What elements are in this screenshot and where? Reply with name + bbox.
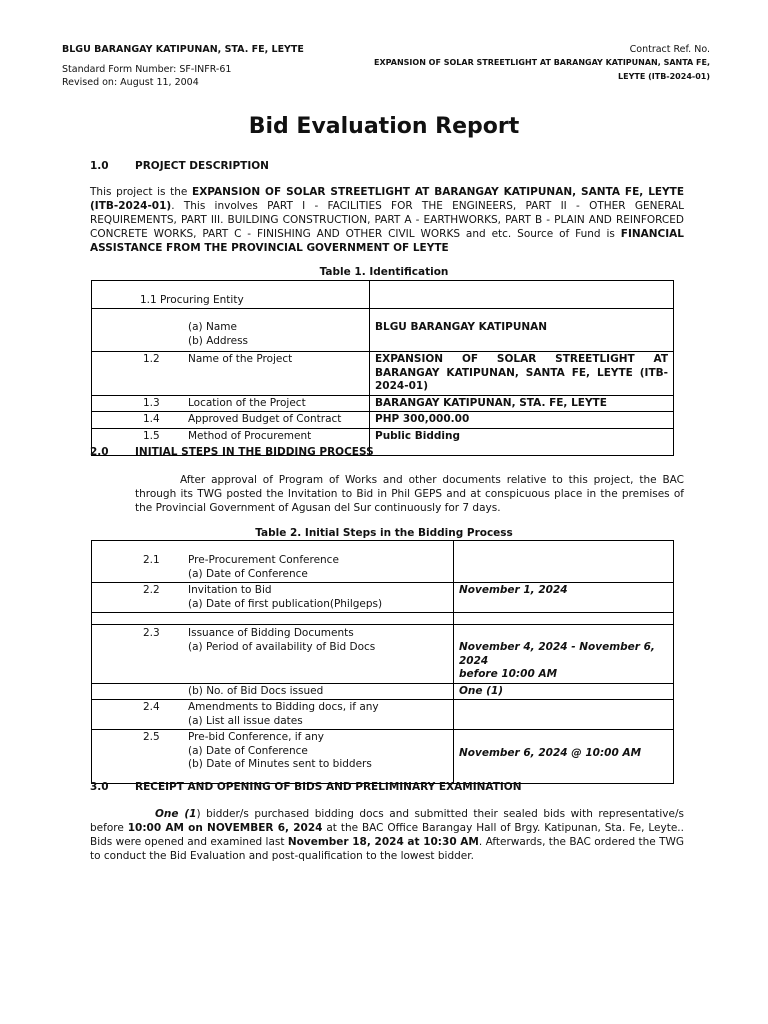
bid-docs-issued-value: One (1) [454,683,674,700]
section3-bold-a: 10:00 AM on NOVEMBER 6, 2024 [127,822,323,834]
publication-date-value: November 1, 2024 [454,583,674,613]
row-number: 1.3 [143,396,160,409]
invitation-label: Invitation to Bid [188,584,272,596]
table-row [92,395,674,412]
conference-date-label: (a) Date of Conference [188,567,308,580]
section1-title: PROJECT DESCRIPTION [135,160,269,172]
page-title: Bid Evaluation Report [248,114,520,139]
row-number: 1.4 [143,413,160,425]
pre-bid-label: Pre-bid Conference, if any [188,731,324,743]
table-row [92,683,674,700]
section3-bold-b: November 18, 2024 at 10:30 AM [287,836,479,848]
row-number: 1.5 [143,429,160,442]
section3-text-a: ) bidder/s purchased bidding docs and submitted their sealed bids with representative/s before [90,808,684,834]
pre-bid-date-label: (a) Date of Conference [188,744,308,757]
section1-text-b: . This involves PART I - FACILITIES FOR THE ENGINEERS, PART II - OTHER GENERAL REQUIREMENTS, PART III. BUILDING CONSTRUCTION, PART A - EARTHWORKS, PART B - PLAIN AND REINFORCED CONCRETE WORKS, PART C - FINISHING AND OTHER CIVIL WORKS and etc. Source of Fund is [90,200,684,240]
name-label: (a) Name [188,321,237,333]
table2-caption: Table 2. Initial Steps in the Bidding Process [255,527,513,539]
procuring-entity-label: 1.1 Procuring Entity [92,281,370,309]
procurement-method-label: Method of Procurement [188,429,312,442]
issue-dates-label: (a) List all issue dates [188,714,303,727]
table-row [92,541,674,583]
section3-text-b: at the BAC Office Barangay Hall of Brgy. Katipunan, Sta. Fe, Leyte.. Bids were opened and examined last [90,822,684,848]
table-row [92,583,674,613]
publication-date-label: (a) Date of first publication(Philgeps) [188,597,383,610]
section2-title: INITIAL STEPS IN THE BIDDING PROCESS [135,446,374,458]
contract-ref-line1: EXPANSION OF SOLAR STREETLIGHT AT BARANGAY KATIPUNAN, SANTA FE, [374,58,710,67]
address-label: (b) Address [188,334,249,347]
section3-text-c: . Afterwards, the BAC ordered the TWG to conduct the Bid Evaluation and post-qualification to the lowest bidder. [90,836,685,862]
section3-paragraph [90,807,684,863]
table-row [92,700,674,730]
section2-heading [90,446,374,458]
section1-number: 1.0 [90,160,109,172]
project-name-label: Name of the Project [188,353,293,365]
availability-period-value: November 4, 2024 - November 6, 2024 [459,641,655,667]
table-row [92,625,674,684]
revised-date: Revised on: August 11, 2004 [62,77,199,88]
section2-paragraph: After approval of Program of Works and other documents relative to this project, the BAC through its TWG posted the Invitation to Bid in Phil GEPS and at conspicuous place in the premises of the Provincial Government of Agusan del Sur continuously for 7 days. [135,474,684,514]
table-row [92,309,674,352]
section1-heading [90,160,269,172]
header-org: BLGU BARANGAY KATIPUNAN, STA. FE, LEYTE [62,44,304,55]
row-number: 2.3 [143,627,160,639]
contract-ref-label: Contract Ref. No. [629,44,710,55]
table-row [92,352,674,396]
contract-ref-line2: LEYTE (ITB-2024-01) [618,72,710,81]
table-row [92,281,674,309]
section3-heading [90,781,522,793]
identification-table [91,280,674,456]
form-number: Standard Form Number: SF-INFR-61 [62,64,232,75]
row-number: 2.5 [143,731,160,743]
availability-period-label: (a) Period of availability of Bid Docs [188,640,376,653]
row-number: 1.2 [143,353,160,365]
bidder-count: One (1 [155,808,197,820]
pre-bid-date-value: November 6, 2024 @ 10:00 AM [454,730,674,784]
section1-bold-b: FINANCIAL ASSISTANCE FROM THE PROVINCIAL GOVERNMENT OF LEYTE [90,228,684,254]
issuance-label: Issuance of Bidding Documents [188,627,354,639]
row-number: 2.2 [143,584,160,596]
table-row [92,613,674,625]
location-value: BARANGAY KATIPUNAN, STA. FE, LEYTE [370,395,674,412]
bidding-steps-table [91,540,674,784]
pre-procurement-label: Pre-Procurement Conference [188,554,339,566]
procurement-method-value: Public Bidding [370,428,674,455]
section3-number: 3.0 [90,781,109,793]
section3-title: RECEIPT AND OPENING OF BIDS AND PRELIMINARY EXAMINATION [135,781,522,793]
abc-label: Approved Budget of Contract [188,413,342,425]
amendments-label: Amendments to Bidding docs, if any [188,701,379,713]
table-row [92,730,674,784]
procuring-entity-value: BLGU BARANGAY KATIPUNAN [370,309,674,352]
bid-docs-issued-label: (b) No. of Bid Docs issued [92,683,454,700]
row-number: 2.4 [143,701,160,713]
table-row [92,412,674,429]
minutes-date-label: (b) Date of Minutes sent to bidders [188,758,372,770]
availability-deadline-value: before 10:00 AM [459,668,558,680]
project-name-value: EXPANSION OF SOLAR STREETLIGHT AT BARANGAY KATIPUNAN, SANTA FE, LEYTE (ITB-2024-01) [370,352,674,396]
section1-paragraph [90,185,684,255]
table1-caption: Table 1. Identification [319,266,449,278]
row-number: 2.1 [143,554,160,566]
section1-bold-a: EXPANSION OF SOLAR STREETLIGHT AT BARANGAY KATIPUNAN, SANTA FE, LEYTE (ITB-2024-01) [90,186,684,212]
section2-number: 2.0 [90,446,109,458]
abc-value: PHP 300,000.00 [370,412,674,429]
location-label: Location of the Project [188,396,306,409]
section1-text-a: This project is the [90,186,193,198]
